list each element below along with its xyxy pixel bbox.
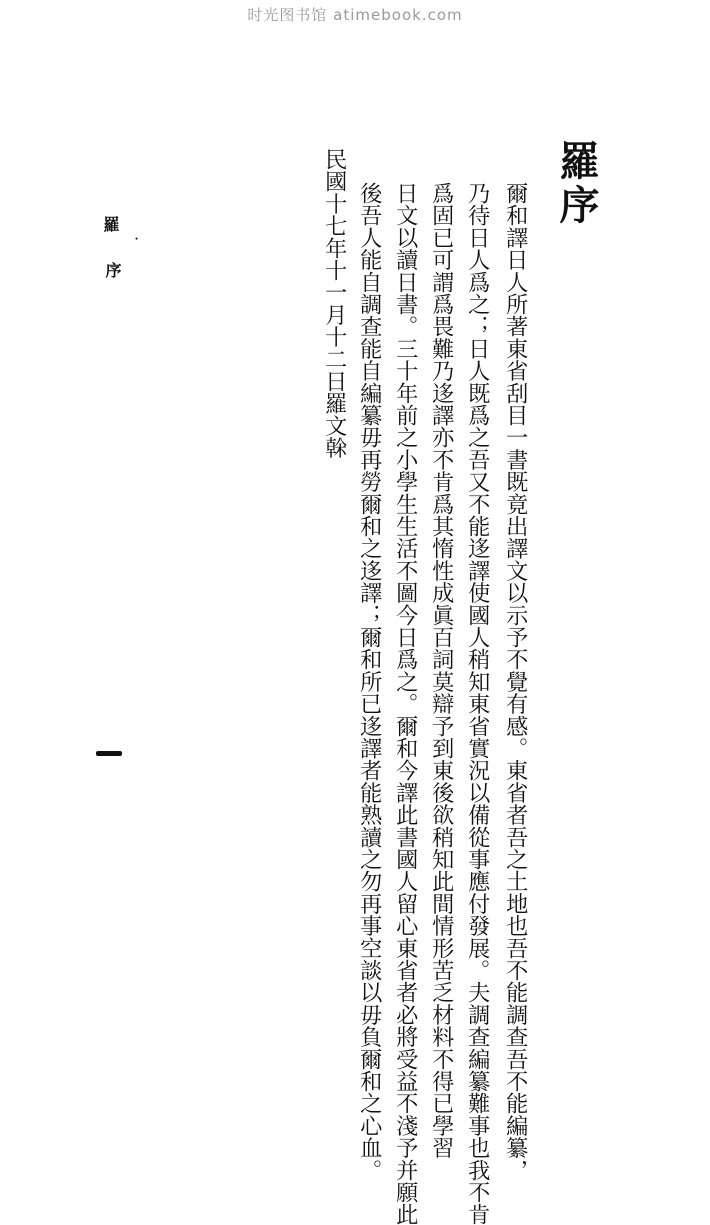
margin-dot: · [127, 236, 146, 242]
preface-title: 羅序 [553, 140, 600, 228]
watermark-text: 时光图书馆 atimebook.com [247, 6, 463, 24]
margin-running-title: 羅 [101, 216, 120, 232]
margin-running-subtitle: 序 [103, 262, 122, 278]
body-line-3: 爲固已可謂爲畏難乃迻譯亦不肯爲其惰性成眞百詞莫辯予到東後欲稍知此間情形苦乏材料不得已學習 [428, 182, 455, 1159]
body-line-2: 乃待日人爲之；日人既爲之吾又不能迻譯使國人稍知東省實況以備從事應付發展。夫調查編纂難事也我不肯 [464, 182, 491, 1225]
body-line-5: 後吾人能自調查能自編纂毋再勞爾和之迻譯；爾和所已迻譯者能熟讀之勿再事空談以毋負爾和之心血。 [356, 182, 383, 1181]
page-number-mark [96, 751, 122, 756]
signature-date-line: 民國十七年十一月十二日羅文榦 [321, 148, 348, 459]
body-line-4: 日文以讀日書。三十年前之小學生生活不圖今日爲之。爾和今譯此書國人留心東省者必將受益不淺予并願此 [392, 182, 419, 1225]
body-line-1: 爾和譯日人所著東省刮目一書既竟出譯文以示予不覺有感。東省者吾之土地也吾不能調查吾不能編纂， [502, 182, 529, 1181]
